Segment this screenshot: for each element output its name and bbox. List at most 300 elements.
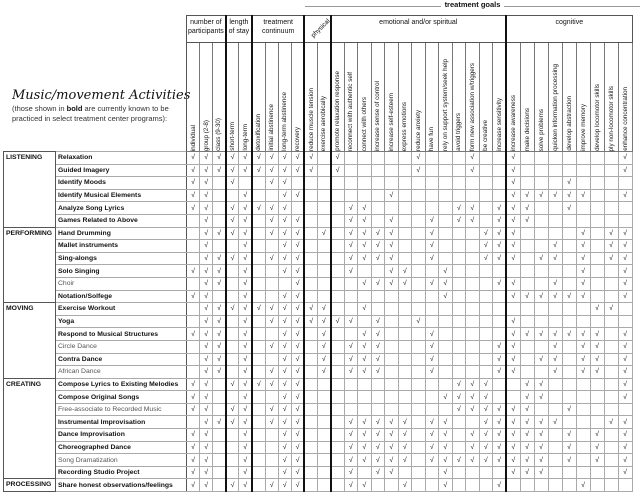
empty-cell	[331, 214, 345, 227]
check-mark-icon: √	[590, 454, 604, 467]
column-header	[618, 43, 632, 152]
empty-cell	[493, 189, 507, 202]
check-mark-icon: √	[385, 441, 399, 454]
empty-cell	[331, 277, 345, 290]
check-mark-icon: √	[439, 416, 453, 429]
check-mark-icon: √	[385, 214, 399, 227]
empty-cell	[398, 240, 412, 253]
empty-cell	[213, 214, 226, 227]
check-mark-icon: √	[239, 152, 252, 165]
check-mark-icon: √	[239, 240, 252, 253]
empty-cell	[317, 265, 330, 278]
check-mark-icon: √	[252, 164, 265, 177]
check-mark-icon: √	[278, 152, 291, 165]
check-mark-icon: √	[506, 328, 520, 341]
check-mark-icon: √	[226, 177, 239, 190]
check-mark-icon: √	[252, 303, 265, 316]
empty-cell	[562, 378, 576, 391]
empty-cell	[213, 378, 226, 391]
empty-cell	[213, 240, 226, 253]
empty-cell	[520, 240, 534, 253]
check-mark-icon: √	[493, 479, 507, 492]
activity-label: Relaxation	[56, 152, 187, 165]
empty-cell	[604, 265, 618, 278]
check-mark-icon: √	[576, 227, 590, 240]
check-mark-icon: √	[412, 164, 426, 177]
check-mark-icon: √	[604, 416, 618, 429]
check-mark-icon: √	[344, 441, 358, 454]
check-mark-icon: √	[200, 252, 213, 265]
empty-cell	[534, 164, 548, 177]
check-mark-icon: √	[534, 466, 548, 479]
empty-cell	[590, 378, 604, 391]
check-mark-icon: √	[200, 214, 213, 227]
empty-cell	[439, 164, 453, 177]
empty-cell	[412, 240, 426, 253]
empty-cell	[604, 429, 618, 442]
check-mark-icon: √	[278, 378, 291, 391]
check-mark-icon: √	[371, 315, 385, 328]
check-mark-icon: √	[200, 378, 213, 391]
check-mark-icon: √	[618, 290, 632, 303]
empty-cell	[562, 416, 576, 429]
empty-cell	[398, 227, 412, 240]
check-mark-icon: √	[187, 328, 200, 341]
empty-cell	[590, 152, 604, 165]
check-mark-icon: √	[479, 454, 493, 467]
empty-cell	[520, 252, 534, 265]
empty-cell	[304, 252, 317, 265]
check-mark-icon: √	[278, 164, 291, 177]
check-mark-icon: √	[200, 303, 213, 316]
check-mark-icon: √	[493, 441, 507, 454]
check-mark-icon: √	[506, 189, 520, 202]
empty-cell	[331, 353, 345, 366]
empty-cell	[425, 303, 439, 316]
check-mark-icon: √	[493, 252, 507, 265]
column-header	[331, 43, 345, 152]
column-header	[239, 43, 252, 152]
empty-cell	[466, 353, 480, 366]
check-mark-icon: √	[265, 303, 278, 316]
activity-label: Analyze Song Lyrics	[56, 202, 187, 215]
empty-cell	[590, 479, 604, 492]
empty-cell	[493, 391, 507, 404]
check-mark-icon: √	[506, 315, 520, 328]
check-mark-icon: √	[385, 265, 399, 278]
check-mark-icon: √	[278, 429, 291, 442]
empty-cell	[562, 303, 576, 316]
empty-cell	[385, 366, 399, 379]
check-mark-icon: √	[239, 328, 252, 341]
empty-cell	[344, 152, 358, 165]
check-mark-icon: √	[265, 403, 278, 416]
check-mark-icon: √	[291, 214, 304, 227]
empty-cell	[466, 240, 480, 253]
empty-cell	[213, 189, 226, 202]
table-row	[4, 391, 633, 404]
empty-cell	[398, 189, 412, 202]
empty-cell	[358, 265, 372, 278]
check-mark-icon: √	[466, 152, 480, 165]
check-mark-icon: √	[520, 441, 534, 454]
empty-cell	[479, 328, 493, 341]
check-mark-icon: √	[226, 303, 239, 316]
check-mark-icon: √	[371, 429, 385, 442]
check-mark-icon: √	[278, 340, 291, 353]
empty-cell	[590, 227, 604, 240]
empty-cell	[226, 290, 239, 303]
empty-cell	[590, 265, 604, 278]
check-mark-icon: √	[562, 177, 576, 190]
check-mark-icon: √	[493, 429, 507, 442]
check-mark-icon: √	[618, 265, 632, 278]
empty-cell	[213, 441, 226, 454]
check-mark-icon: √	[278, 366, 291, 379]
empty-cell	[520, 277, 534, 290]
check-mark-icon: √	[265, 164, 278, 177]
subtitle-text: (those shown in	[12, 104, 67, 113]
activity-label: African Dance	[56, 366, 187, 379]
check-mark-icon: √	[534, 454, 548, 467]
column-label: class (9-30)	[215, 118, 223, 151]
check-mark-icon: √	[213, 353, 226, 366]
empty-cell	[291, 177, 304, 190]
empty-cell	[479, 353, 493, 366]
empty-cell	[412, 265, 426, 278]
check-mark-icon: √	[439, 441, 453, 454]
check-mark-icon: √	[187, 441, 200, 454]
check-mark-icon: √	[576, 252, 590, 265]
empty-cell	[590, 391, 604, 404]
check-mark-icon: √	[398, 277, 412, 290]
empty-cell	[398, 152, 412, 165]
empty-cell	[562, 353, 576, 366]
check-mark-icon: √	[618, 227, 632, 240]
activity-label: Circle Dance	[56, 340, 187, 353]
empty-cell	[252, 252, 265, 265]
column-header	[213, 43, 226, 152]
empty-cell	[331, 416, 345, 429]
empty-cell	[479, 164, 493, 177]
empty-cell	[520, 164, 534, 177]
empty-cell	[358, 164, 372, 177]
column-label: avoid triggers	[455, 113, 463, 151]
check-mark-icon: √	[548, 252, 562, 265]
empty-cell	[385, 202, 399, 215]
check-mark-icon: √	[534, 252, 548, 265]
empty-cell	[479, 177, 493, 190]
check-mark-icon: √	[439, 454, 453, 467]
column-label: be creative	[482, 120, 490, 151]
empty-cell	[576, 466, 590, 479]
empty-cell	[604, 177, 618, 190]
empty-cell	[520, 177, 534, 190]
empty-cell	[452, 441, 466, 454]
check-mark-icon: √	[590, 340, 604, 353]
check-mark-icon: √	[590, 328, 604, 341]
activities-table	[3, 15, 633, 492]
check-mark-icon: √	[479, 441, 493, 454]
table-row	[4, 340, 633, 353]
check-mark-icon: √	[226, 403, 239, 416]
table-row	[4, 164, 633, 177]
empty-cell	[385, 378, 399, 391]
check-mark-icon: √	[618, 277, 632, 290]
check-mark-icon: √	[226, 214, 239, 227]
check-mark-icon: √	[506, 403, 520, 416]
check-mark-icon: √	[278, 353, 291, 366]
check-mark-icon: √	[425, 416, 439, 429]
check-mark-icon: √	[534, 353, 548, 366]
check-mark-icon: √	[200, 366, 213, 379]
check-mark-icon: √	[618, 378, 632, 391]
empty-cell	[187, 416, 200, 429]
check-mark-icon: √	[534, 378, 548, 391]
check-mark-icon: √	[278, 303, 291, 316]
check-mark-icon: √	[200, 265, 213, 278]
check-mark-icon: √	[576, 189, 590, 202]
column-header	[439, 43, 453, 152]
check-mark-icon: √	[562, 441, 576, 454]
check-mark-icon: √	[213, 340, 226, 353]
empty-cell	[398, 378, 412, 391]
check-mark-icon: √	[412, 315, 426, 328]
table-row	[4, 227, 633, 240]
empty-cell	[344, 277, 358, 290]
check-mark-icon: √	[278, 214, 291, 227]
check-mark-icon: √	[239, 252, 252, 265]
column-header	[452, 43, 466, 152]
column-header	[252, 43, 265, 152]
empty-cell	[226, 353, 239, 366]
group-header: number of participants	[187, 16, 226, 43]
check-mark-icon: √	[239, 265, 252, 278]
check-mark-icon: √	[452, 454, 466, 467]
check-mark-icon: √	[278, 202, 291, 215]
check-mark-icon: √	[439, 277, 453, 290]
check-mark-icon: √	[358, 214, 372, 227]
empty-cell	[317, 290, 330, 303]
empty-cell	[452, 252, 466, 265]
empty-cell	[439, 328, 453, 341]
empty-cell	[317, 252, 330, 265]
empty-cell	[576, 454, 590, 467]
check-mark-icon: √	[493, 214, 507, 227]
check-mark-icon: √	[239, 416, 252, 429]
check-mark-icon: √	[291, 353, 304, 366]
empty-cell	[213, 454, 226, 467]
empty-cell	[385, 403, 399, 416]
column-label: connect with others	[360, 96, 368, 151]
check-mark-icon: √	[479, 227, 493, 240]
check-mark-icon: √	[213, 227, 226, 240]
empty-cell	[317, 202, 330, 215]
check-mark-icon: √	[187, 391, 200, 404]
check-mark-icon: √	[200, 290, 213, 303]
check-mark-icon: √	[291, 479, 304, 492]
check-mark-icon: √	[520, 416, 534, 429]
check-mark-icon: √	[618, 441, 632, 454]
check-mark-icon: √	[439, 466, 453, 479]
empty-cell	[604, 466, 618, 479]
empty-cell	[252, 227, 265, 240]
empty-cell	[479, 189, 493, 202]
empty-cell	[493, 290, 507, 303]
table-row	[4, 303, 633, 316]
empty-cell	[213, 403, 226, 416]
empty-cell	[317, 240, 330, 253]
category-label: MOVING	[4, 303, 56, 379]
check-mark-icon: √	[439, 479, 453, 492]
column-header	[506, 43, 520, 152]
check-mark-icon: √	[425, 454, 439, 467]
check-mark-icon: √	[479, 378, 493, 391]
empty-cell	[506, 479, 520, 492]
check-mark-icon: √	[576, 265, 590, 278]
empty-cell	[187, 214, 200, 227]
empty-cell	[385, 353, 399, 366]
empty-cell	[604, 340, 618, 353]
check-mark-icon: √	[506, 340, 520, 353]
check-mark-icon: √	[291, 340, 304, 353]
empty-cell	[371, 479, 385, 492]
table-row	[4, 429, 633, 442]
check-mark-icon: √	[200, 277, 213, 290]
empty-cell	[412, 403, 426, 416]
check-mark-icon: √	[265, 202, 278, 215]
empty-cell	[412, 177, 426, 190]
column-label: reconnect with authentic self	[347, 71, 355, 151]
empty-cell	[252, 403, 265, 416]
activity-label: Yoga	[56, 315, 187, 328]
check-mark-icon: √	[506, 202, 520, 215]
column-header	[479, 43, 493, 152]
check-mark-icon: √	[548, 416, 562, 429]
column-label: solve problems	[537, 108, 545, 151]
check-mark-icon: √	[506, 152, 520, 165]
empty-cell	[358, 189, 372, 202]
empty-cell	[344, 328, 358, 341]
check-mark-icon: √	[187, 378, 200, 391]
empty-cell	[452, 416, 466, 429]
empty-cell	[479, 277, 493, 290]
column-label: long-term abstinence	[281, 92, 289, 151]
table-row	[4, 403, 633, 416]
empty-cell	[304, 366, 317, 379]
check-mark-icon: √	[344, 429, 358, 442]
empty-cell	[371, 189, 385, 202]
empty-cell	[590, 177, 604, 190]
empty-cell	[412, 441, 426, 454]
empty-cell	[252, 277, 265, 290]
check-mark-icon: √	[479, 240, 493, 253]
empty-cell	[252, 240, 265, 253]
check-mark-icon: √	[493, 340, 507, 353]
check-mark-icon: √	[278, 466, 291, 479]
empty-cell	[534, 227, 548, 240]
empty-cell	[618, 479, 632, 492]
check-mark-icon: √	[239, 403, 252, 416]
empty-cell	[534, 479, 548, 492]
empty-cell	[479, 479, 493, 492]
check-mark-icon: √	[520, 378, 534, 391]
check-mark-icon: √	[200, 328, 213, 341]
check-mark-icon: √	[466, 403, 480, 416]
empty-cell	[304, 290, 317, 303]
check-mark-icon: √	[304, 152, 317, 165]
check-mark-icon: √	[265, 214, 278, 227]
check-mark-icon: √	[187, 403, 200, 416]
empty-cell	[562, 277, 576, 290]
empty-cell	[548, 378, 562, 391]
empty-cell	[304, 277, 317, 290]
empty-cell	[252, 328, 265, 341]
empty-cell	[452, 227, 466, 240]
empty-cell	[576, 214, 590, 227]
empty-cell	[425, 391, 439, 404]
empty-cell	[590, 403, 604, 416]
check-mark-icon: √	[187, 189, 200, 202]
check-mark-icon: √	[466, 202, 480, 215]
check-mark-icon: √	[317, 303, 330, 316]
empty-cell	[252, 441, 265, 454]
empty-cell	[604, 189, 618, 202]
empty-cell	[439, 240, 453, 253]
empty-cell	[412, 202, 426, 215]
empty-cell	[226, 466, 239, 479]
empty-cell	[265, 277, 278, 290]
empty-cell	[331, 240, 345, 253]
column-label: rely on support system/seek help	[441, 58, 449, 151]
column-header	[278, 43, 291, 152]
empty-cell	[425, 466, 439, 479]
check-mark-icon: √	[265, 252, 278, 265]
group-header: length of stay	[226, 16, 252, 43]
empty-cell	[226, 328, 239, 341]
check-mark-icon: √	[187, 164, 200, 177]
check-mark-icon: √	[358, 227, 372, 240]
check-mark-icon: √	[344, 366, 358, 379]
empty-cell	[398, 202, 412, 215]
empty-cell	[412, 189, 426, 202]
empty-cell	[265, 454, 278, 467]
column-label: individual	[189, 124, 197, 151]
empty-cell	[412, 454, 426, 467]
check-mark-icon: √	[618, 152, 632, 165]
check-mark-icon: √	[317, 328, 330, 341]
empty-cell	[562, 366, 576, 379]
empty-cell	[520, 227, 534, 240]
empty-cell	[371, 202, 385, 215]
check-mark-icon: √	[187, 429, 200, 442]
empty-cell	[187, 240, 200, 253]
empty-cell	[562, 227, 576, 240]
check-mark-icon: √	[344, 315, 358, 328]
category-label: PROCESSING	[4, 479, 56, 492]
check-mark-icon: √	[239, 290, 252, 303]
check-mark-icon: √	[520, 466, 534, 479]
check-mark-icon: √	[618, 353, 632, 366]
empty-cell	[562, 164, 576, 177]
check-mark-icon: √	[358, 366, 372, 379]
empty-cell	[439, 152, 453, 165]
empty-cell	[304, 340, 317, 353]
check-mark-icon: √	[213, 277, 226, 290]
empty-cell	[479, 202, 493, 215]
empty-cell	[534, 340, 548, 353]
column-header	[226, 43, 239, 152]
